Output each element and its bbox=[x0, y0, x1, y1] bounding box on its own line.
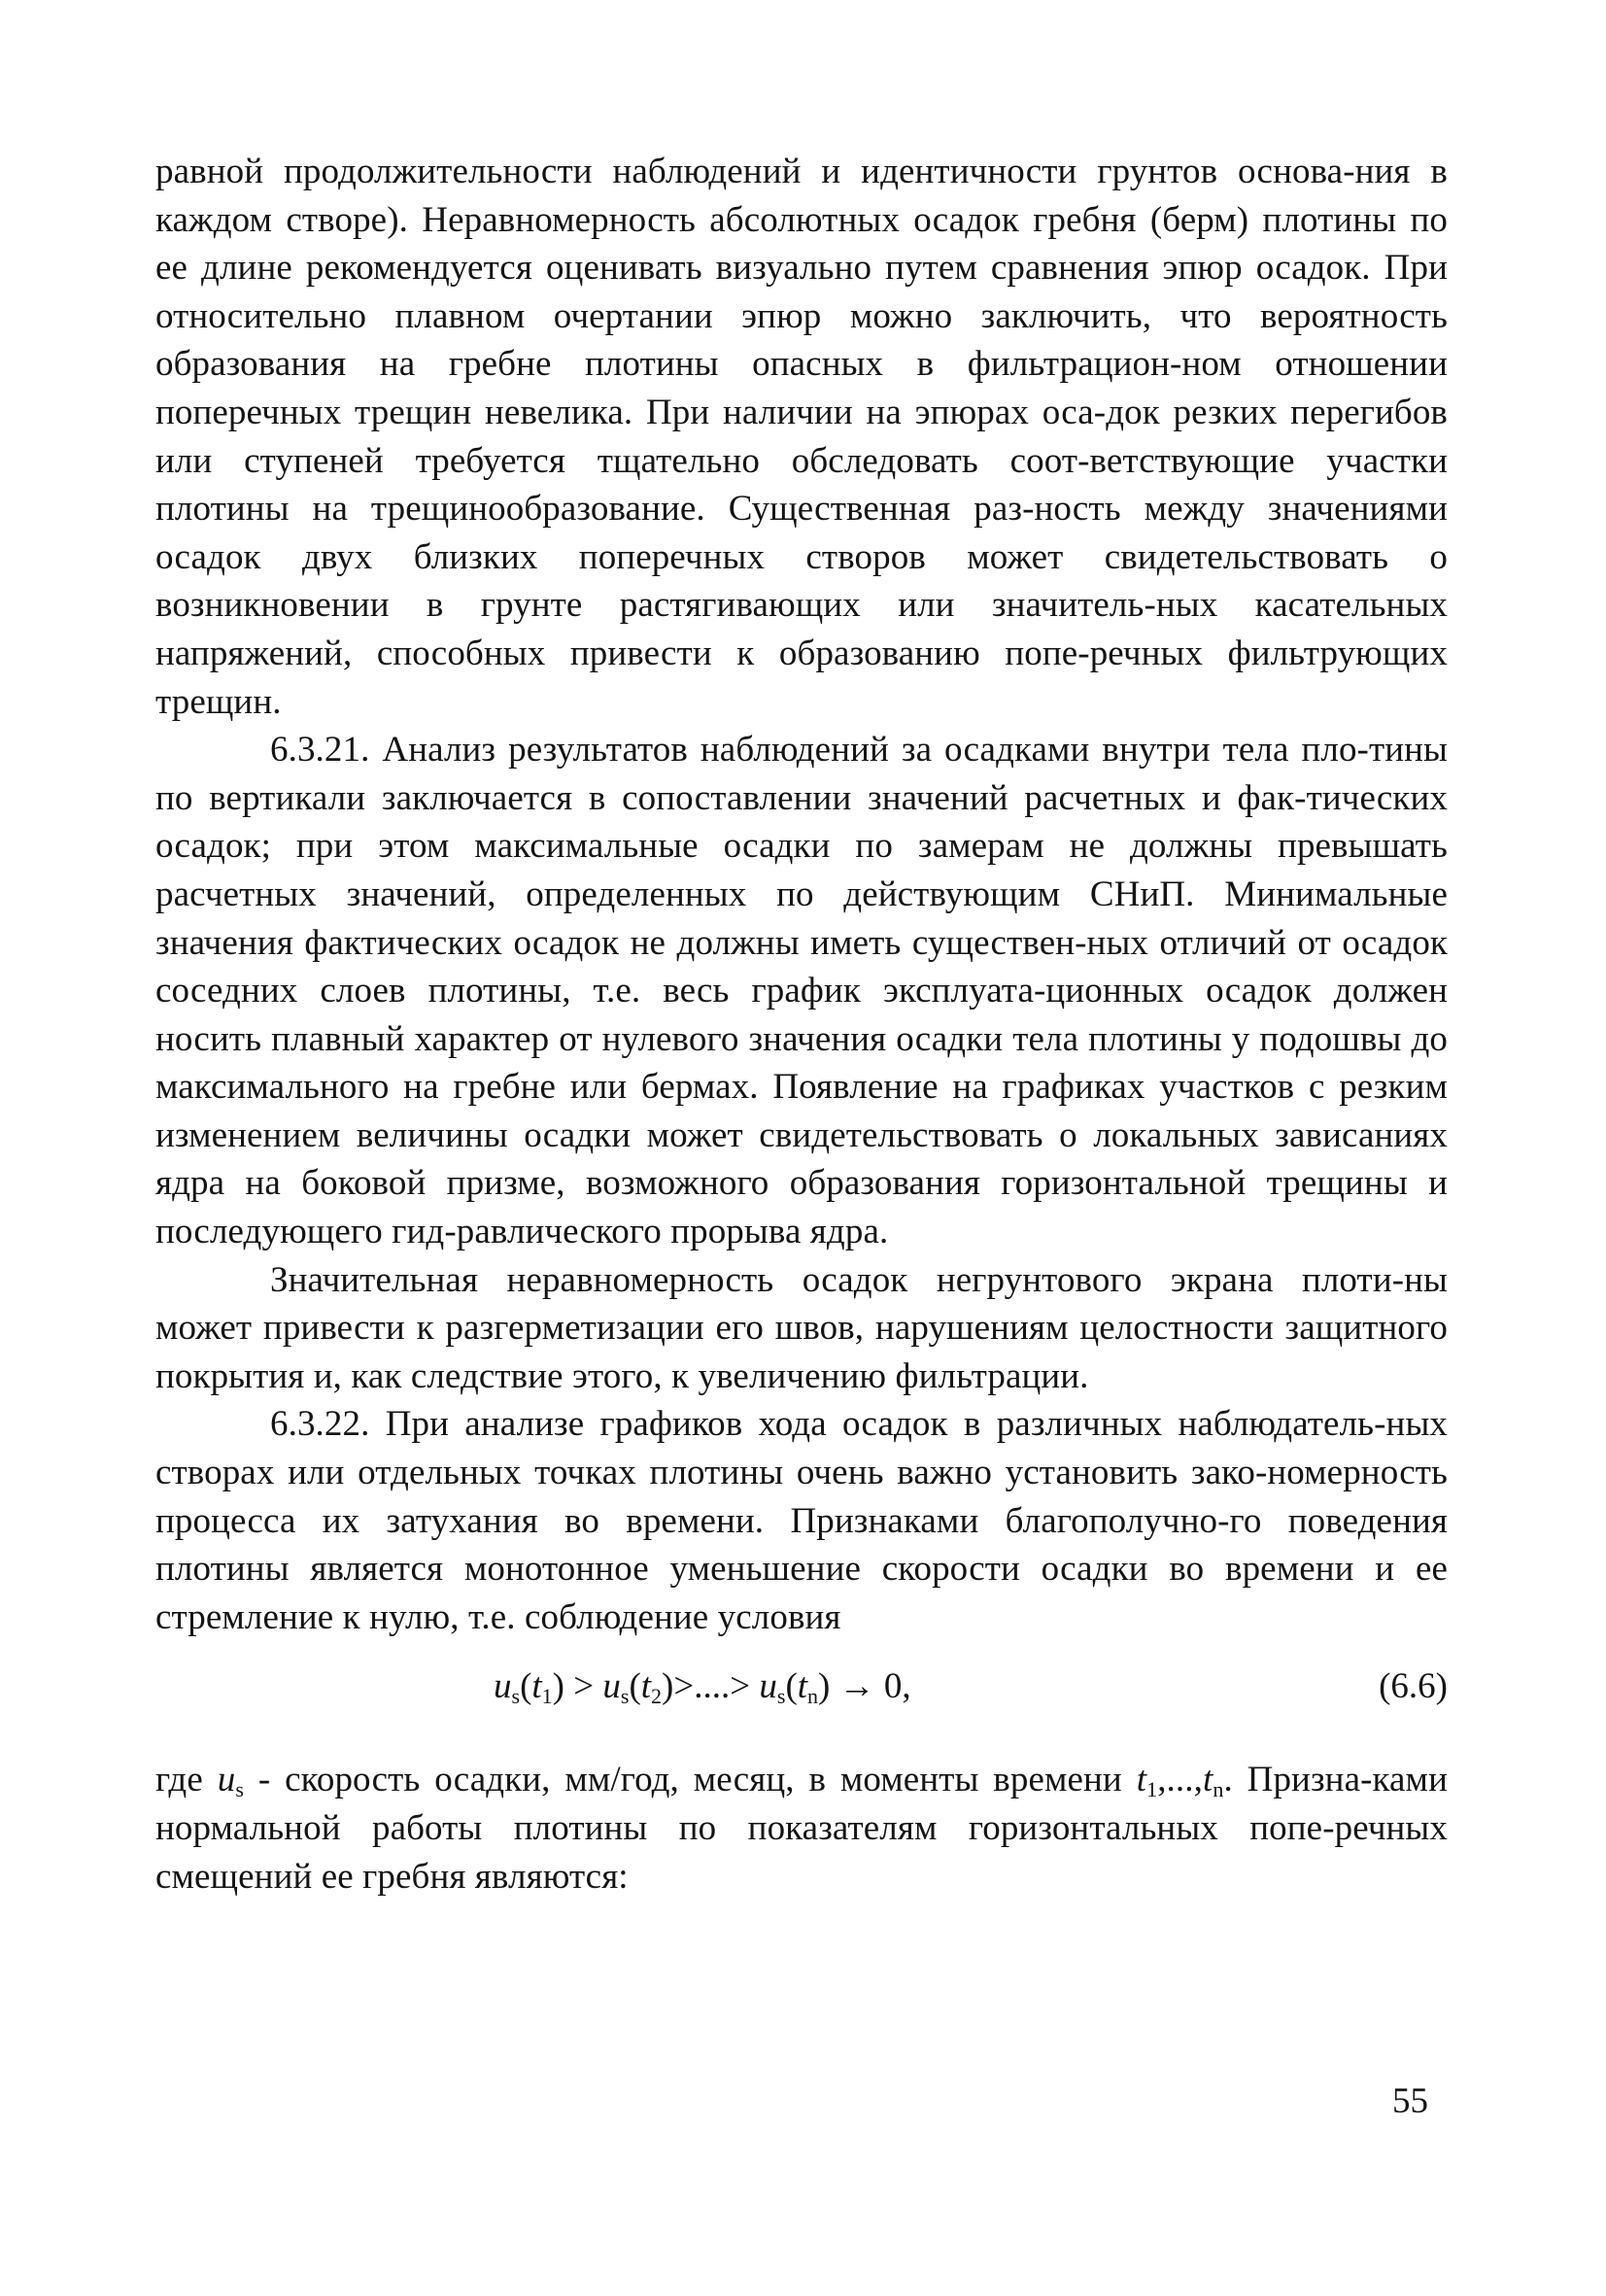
equation-row bbox=[155, 1641, 1448, 1756]
paragraph-6-3-22: 6.3.22. При анализе графиков хода осадок в различных наблюдатель-ных створах или отдельных точках плотины очень важно установить зако-номерность процесса их затухания во времени. Признаками благополучно-го поведения плотины является монотонное уменьшение скорости осадки во времени и ее стремление к нулю, т.е. соблюдение условия bbox=[155, 1404, 1448, 1637]
page-content bbox=[155, 148, 1448, 2188]
paragraph-definition: где $u_s$ - скорость осадки, мм/год, месяц, в моменты времени $t_1,...,t_n$. Призна-ками нормальной работы плотины по показателям горизонтальных попе-речных смещений ее гребня являются: bbox=[155, 1760, 1448, 1897]
equation-6-6: $u_s(t_1) > u_s(t_2)>....> u_s(t_n) \to 0$, bbox=[494, 1666, 911, 1709]
equation-number: (6.6) bbox=[1379, 1666, 1448, 1707]
paragraph-1: равной продолжительности наблюдений и идентичности грунтов основа-ния в каждом створе). Неравномерность абсолютных осадок гребня (берм) плотины по ее длине рекомендуется оценивать визуально путем сравнения эпюр осадок. При относительно плавном очертании эпюр можно заключить, что вероятность образования на гребне плотины опасных в фильтрацион-ном отношении поперечных трещин невелика. При наличии на эпюрах оса-док резких перегибов или ступеней требуется тщательно обследовать соот-ветствующие участки плотины на трещинообразование. Существенная раз-ность между значениями осадок двух близких поперечных створов может свидетельствовать о возникновении в грунте растягивающих или значитель-ных касательных напряжений, способных привести к образованию попе-речных фильтрующих трещин. bbox=[155, 152, 1448, 722]
paragraph-6-3-21: 6.3.21. Анализ результатов наблюдений за осадками внутри тела пло-тины по вертикали заключается в сопоставлении значений расчетных и фак-тических осадок; при этом максимальные осадки по замерам не должны превышать расчетных значений, определенных по действующим СНиП. Минимальные значения фактических осадок не должны иметь существен-ных отличий от осадок соседних слоев плотины, т.е. весь график эксплуата-ционных осадок должен носить плавный характер от нулевого значения осадки тела плотины у подошвы до максимального на гребне или бермах. Появление на графиках участков с резким изменением величины осадки может свидетельствовать о локальных зависаниях ядра на боковой призме, возможного образования горизонтальной трещины и последующего гид-равлического прорыва ядра. bbox=[155, 730, 1448, 1252]
page-number: 55 bbox=[1392, 2081, 1428, 2121]
paragraph-screen-settlement: Значительная неравномерность осадок негрунтового экрана плоти-ны может привести к разгерметизации его швов, нарушениям целостности защитного покрытия и, как следствие этого, к увеличению фильтрации. bbox=[155, 1259, 1448, 1396]
